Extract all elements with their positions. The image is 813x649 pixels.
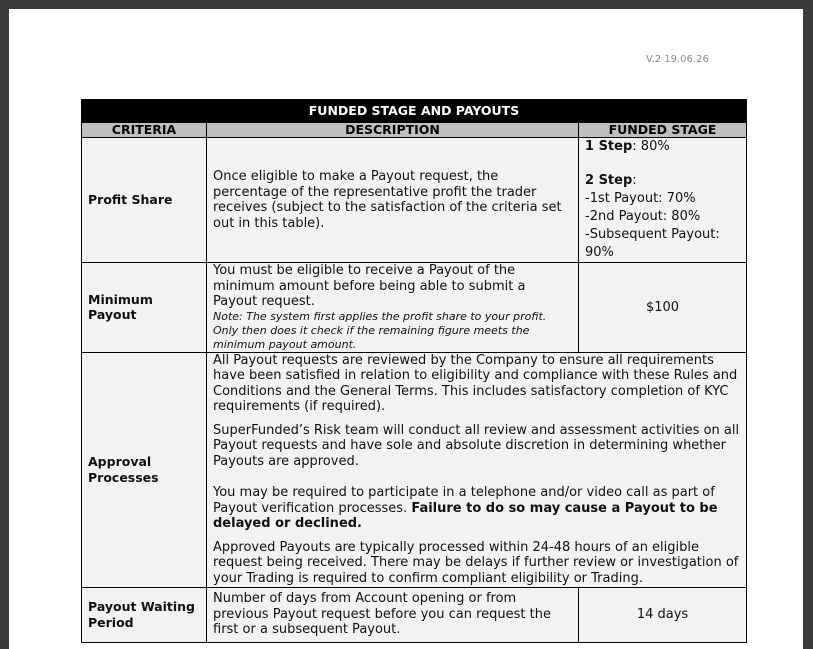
table-title: FUNDED STAGE AND PAYOUTS [82,100,747,123]
table-row-approval-processes [82,352,747,587]
criteria-cell: Minimum Payout [82,263,207,353]
criteria-cell: Profit Share [82,138,207,263]
step2-label: 2 Step [585,173,633,188]
approval-p3-plain: You may be required to participate in a telephone and/or video call as part of Payout verification processes. [213,485,715,516]
document-page [9,9,803,649]
header-funded-stage: FUNDED STAGE [579,123,747,138]
step1-value: : 80% [632,139,670,154]
table-header-row [82,123,747,138]
approval-paragraph-1: All Payout requests are reviewed by the Company to ensure all requirements have been satisfied in relation to eligibility and compliance with these Rules and Conditions and the General Terms. This includes satisfactory completion of KYC requirements (if required). [213,352,738,415]
approval-p3-bold: Failure to do so may cause a Payout to be delayed or declined. [213,500,718,532]
step2-line [585,172,740,190]
funded-stage-cell: $100 [579,263,747,353]
approval-paragraph-2: SuperFunded’s Risk team will conduct all review and assessment activities on all Payout requests and have sole and absolute discretion in determining whether Payouts are approved. [213,422,740,469]
payout3-line: -Subsequent Payout: 90% [585,227,720,260]
header-description: DESCRIPTION [207,123,579,138]
step1-line [585,138,740,156]
header-criteria: CRITERIA [82,123,207,138]
table-row-minimum-payout [82,263,747,353]
description-cell [207,263,579,353]
version-label: V.2 19.06.26 [646,54,709,65]
description-cell [207,352,747,587]
criteria-cell: Approval Processes [82,352,207,587]
table-row-profit-share [82,138,747,263]
funded-stage-cell [579,138,747,263]
funded-stage-cell: 14 days [579,587,747,642]
payout1-line: -1st Payout: 70% [585,191,696,206]
funded-stage-table [81,99,747,643]
description-note: Note: The system first applies the profit share to your profit. Only then does it check if the remaining figure meets the minimum payout amount. [213,309,547,351]
payout2-line: -2nd Payout: 80% [585,209,701,224]
table-row-payout-waiting-period [82,587,747,642]
description-cell: Once eligible to make a Payout request, the percentage of the representative profit the trader receives (subject to the satisfaction of the criteria set out in this table). [207,138,579,263]
criteria-cell: Payout Waiting Period [82,587,207,642]
approval-paragraph-3 [213,485,740,532]
description-text: You must be eligible to receive a Payout of the minimum amount before being able to submit a Payout request. [213,263,526,309]
step1-label: 1 Step [585,139,633,154]
table-title-row [82,100,747,123]
step2-colon: : [632,173,637,188]
approval-paragraph-4: Approved Payouts are typically processed within 24-48 hours of an eligible request being received. There may be delays if further review or investigation of your Trading is required to confirm compliant eligibility or Trading. [213,539,739,586]
description-cell: Number of days from Account opening or from previous Payout request before you can request the first or a subsequent Payout. [207,587,579,642]
